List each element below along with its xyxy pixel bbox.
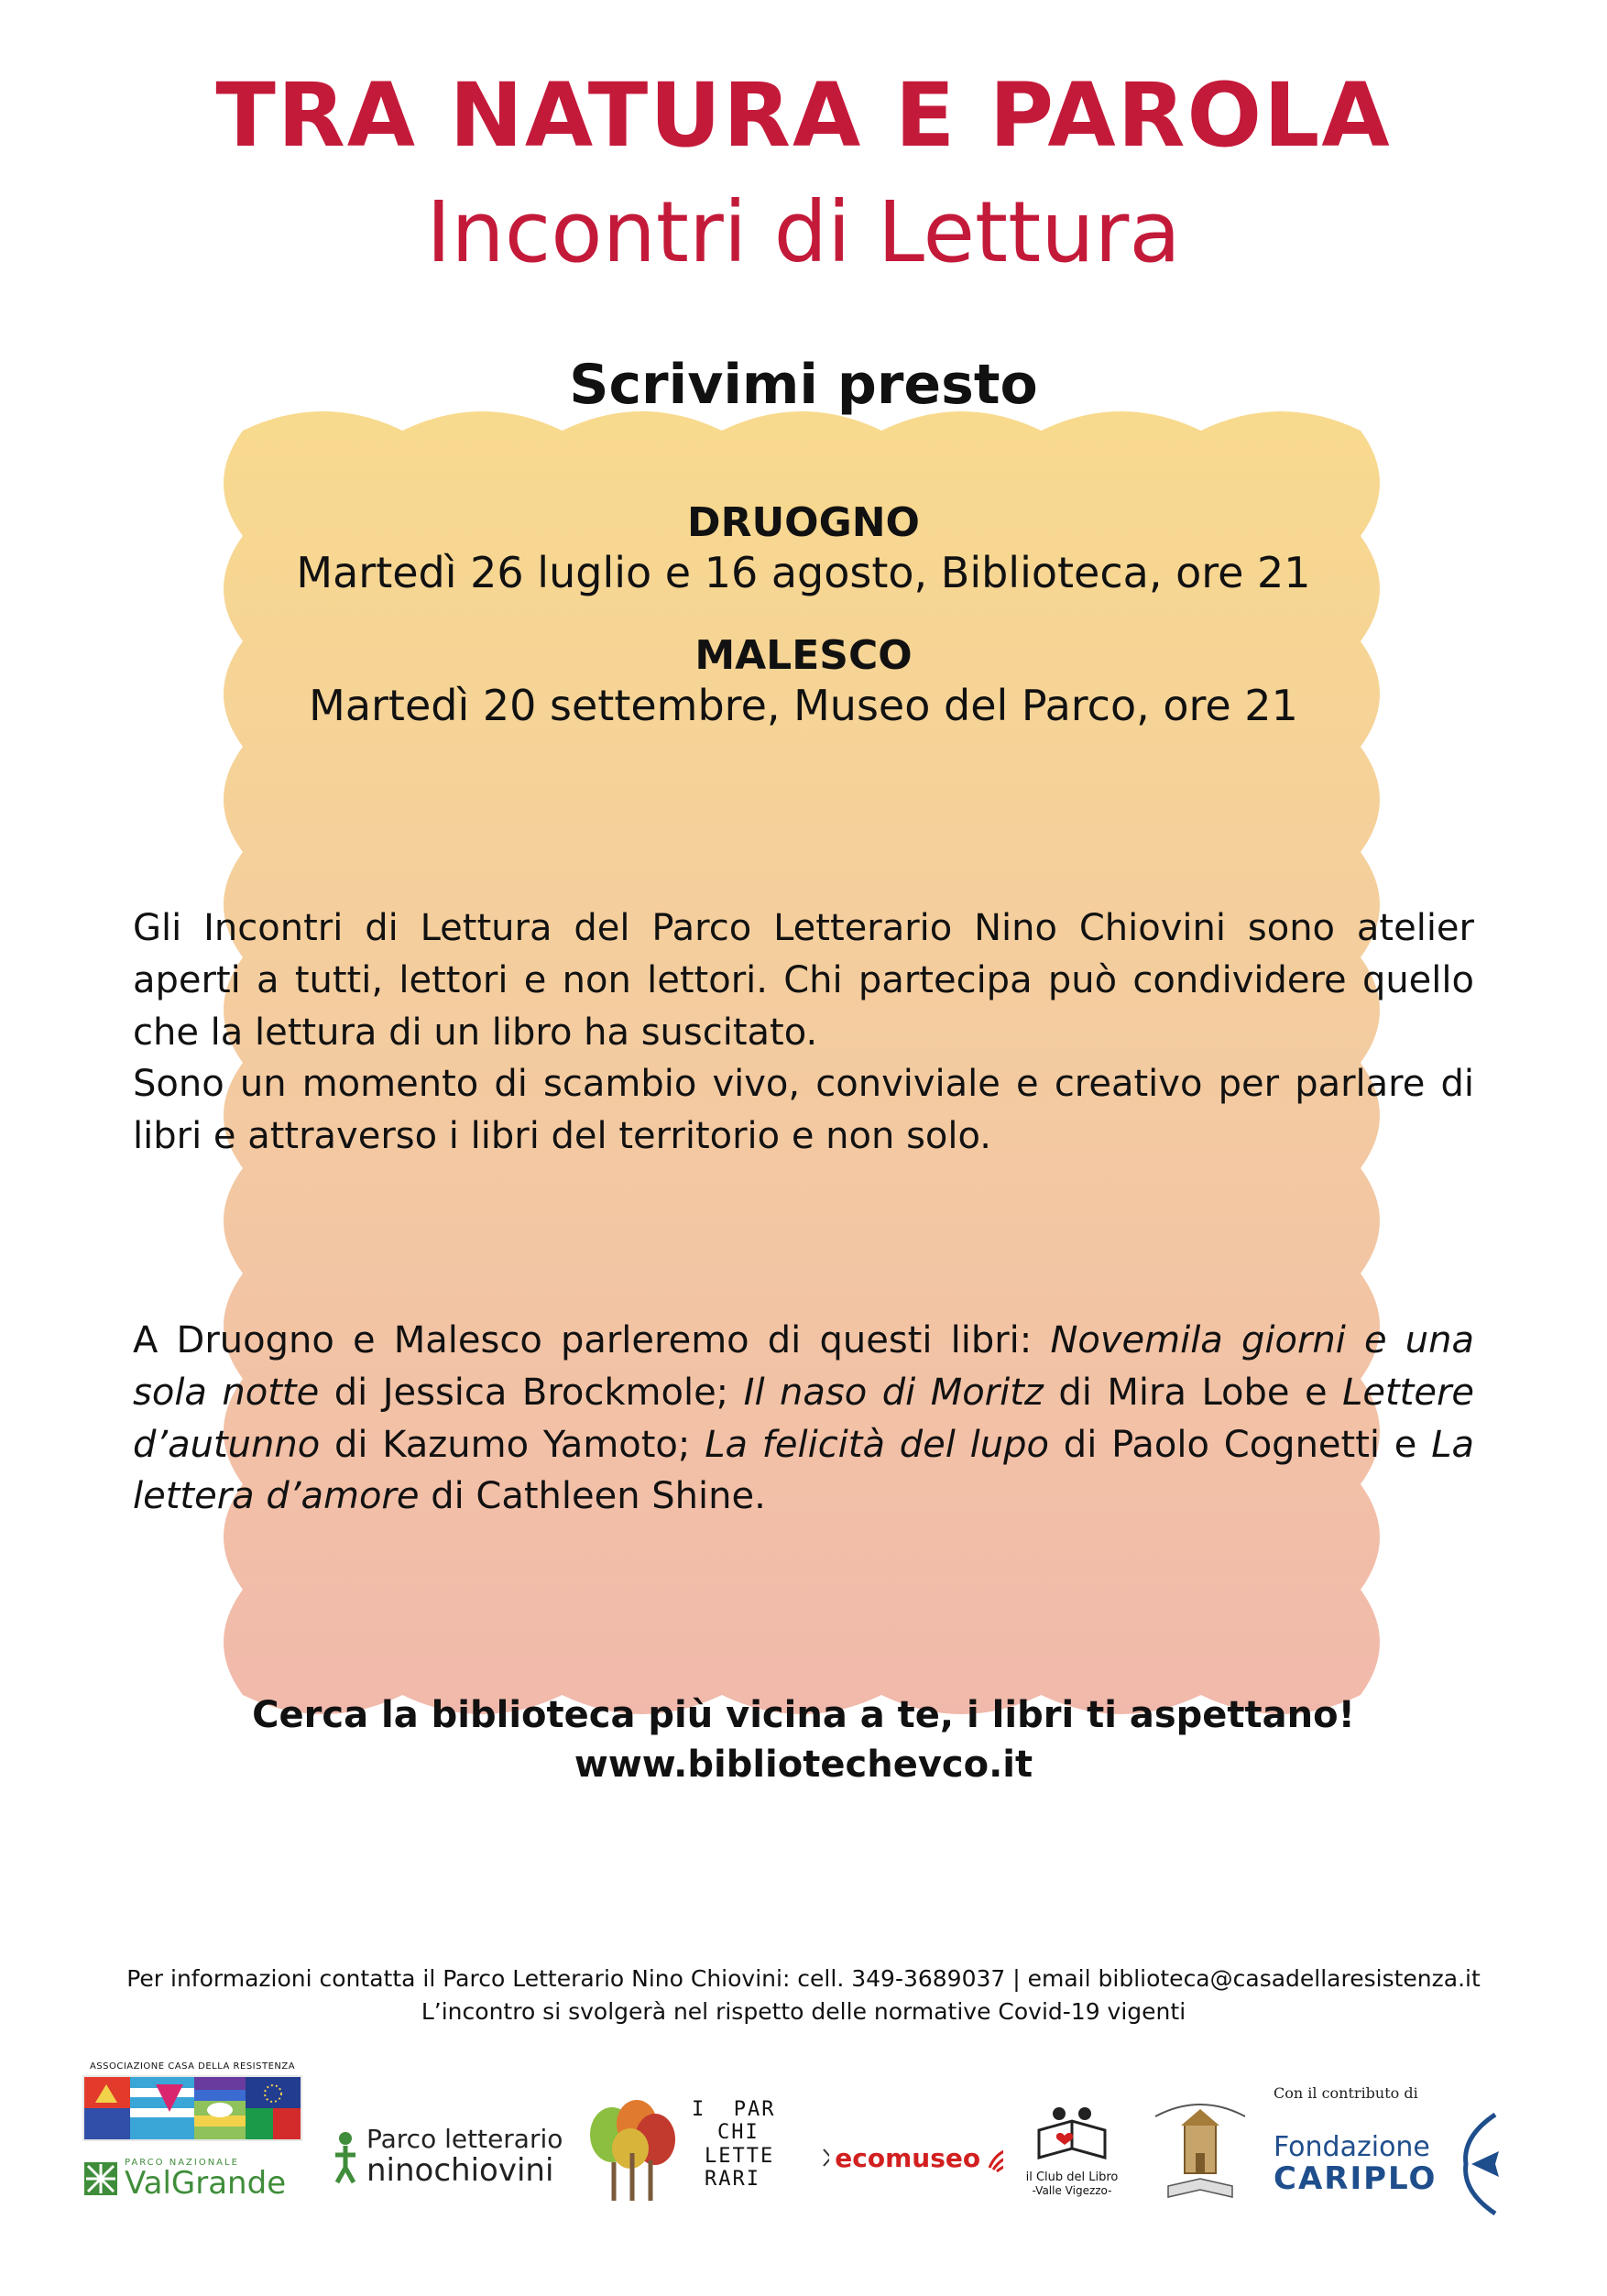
logo-casa-resistenza [82,2061,302,2245]
ecomuseo-swirl-icon [986,2142,1003,2173]
ecomuseo-mark-icon [820,2144,829,2171]
book-author: di Jessica Brockmole; [319,1371,744,1414]
logo-parco-nazionale-text: PARCO NAZIONALE [125,2158,239,2168]
logo-valgrande-text: ValGrande [125,2165,287,2202]
person-icon [332,2129,359,2184]
logo-cariplo-text: CARIPLO [1274,2159,1438,2197]
book-title: La felicità del lupo [705,1423,1050,1466]
book-author: di Paolo Cognetti e [1049,1423,1432,1466]
books-list-text [133,1315,1474,1523]
logo-trees [586,2098,678,2208]
book-title: Novemila giorni e una sola notte [133,1319,1475,1414]
event-title: Scrivimi presto [569,353,1038,417]
logo-parchi-text: CHI [717,2121,760,2145]
book-author: di Mira Lobe e [1043,1371,1343,1414]
event-date: Martedì 26 luglio e 16 agosto, Biblioteca, ore 21 [296,547,1311,597]
event-place: DRUOGNO [687,499,920,546]
book-title: La lettera d’amore [133,1423,1474,1518]
logo-parchi-text: RARI [705,2167,760,2191]
description-paragraph-1: Gli Incontri di Lettura del Parco Letterario Nino Chiovini sono atelier aperti a tutti, lettori e non lettori. Chi partecipa può condividere quello che la lettura di un libro ha suscitato. [133,907,1474,1054]
description-paragraph-2: Sono un momento di scambio vivo, conviviale e creativo per parlare di libri e attraverso i libri del territorio e non solo. [133,1063,1474,1158]
book-title: Il naso di Moritz [743,1371,1044,1414]
cariplo-mark-icon [1453,2109,1508,2219]
book-readers-icon [1035,2103,1109,2167]
book-title: Lettere d’autunno [133,1371,1475,1466]
logo-club-text: il Club del Libro [1025,2170,1119,2184]
logo-parchi-letterari [692,2098,802,2208]
books-paragraph [133,1315,1474,1523]
covid-notice: L’incontro si svolgerà nel rispetto delle normative Covid-19 vigenti [421,1998,1186,2026]
footer-info [0,1963,1607,2029]
books-intro: A Druogno e Malesco parleremo di questi libri: [133,1319,1051,1361]
logo-biblioteca-druogno [1150,2098,1251,2208]
website-link[interactable]: www.bibliotechevco.it [574,1744,1033,1786]
logo-parco-letterario [332,2120,570,2193]
logo-club-subtext: -Valle Vigezzo- [1032,2184,1112,2197]
event-place: MALESCO [694,632,913,679]
event-druogno [0,499,1607,598]
event-date: Martedì 20 settembre, Museo del Parco, ore 21 [309,680,1298,730]
poster-subtitle: Incontri di Lettura [426,183,1181,281]
book-author: di Kazumo Yamoto; [320,1423,705,1466]
logo-parco-letterario-text: Parco letterario [366,2123,563,2154]
logo-ecomuseo [820,2130,1003,2185]
logo-nino-chiovini-text: ninochiovini [366,2151,554,2189]
flag-icon [82,2075,302,2141]
book-author: di Cathleen Shine. [419,1475,766,1518]
logo-fondazione-pre-text: Con il contributo di [1274,2084,1418,2102]
logo-fondazione-cariplo [1274,2084,1567,2222]
event-malesco [0,632,1607,731]
logo-club-del-libro [1017,2103,1127,2213]
sponsor-logos [82,2061,1567,2245]
poster-title: TRA NATURA E PAROLA [215,64,1392,167]
logo-fondazione-text: Fondazione [1274,2130,1430,2163]
logo-casa-resistenza-text: ASSOCIAZIONE CASA DELLA RESISTENZA [89,2061,296,2072]
logo-ecomuseo-text: ecomuseo [835,2142,981,2173]
call-to-action [0,1690,1607,1789]
valgrande-leaf-icon [82,2160,119,2197]
logo-parchi-text: LETTE [705,2144,775,2168]
description-text [133,902,1474,1163]
logo-parchi-text: I PAR [692,2098,776,2121]
trees-icon [586,2098,678,2208]
library-building-icon [1150,2098,1251,2208]
contact-info: Per informazioni contatta il Parco Letterario Nino Chiovini: cell. 349-3689037 | email biblioteca@casadellaresistenza.it [126,1965,1481,1992]
logo-valgrande [82,2158,302,2202]
cta-line: Cerca la biblioteca più vicina a te, i libri ti aspettano! [252,1694,1355,1736]
